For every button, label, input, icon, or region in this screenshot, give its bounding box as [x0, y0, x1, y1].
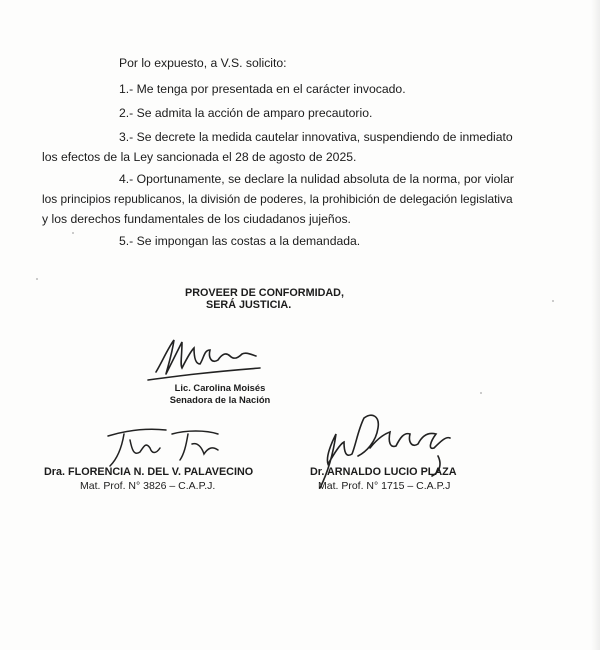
petition-item-3: 3.- Se decrete la medida cautelar innovativa, suspendiendo de inmediato: [119, 130, 513, 144]
petition-item-5: 5.- Se impongan las costas a la demandada.: [119, 234, 361, 248]
signatory-2-mat: Mat. Prof. N° 3826 – C.A.P.J.: [80, 480, 216, 492]
page-edge-shadow: [591, 0, 600, 650]
closing-line-2: SERÁ JUSTICIA.: [206, 299, 292, 311]
scan-speck: [72, 232, 74, 234]
scan-speck: [552, 300, 554, 302]
signature-moises: [138, 328, 278, 388]
signatory-3-name: Dr. ARNALDO LUCIO PLAZA: [310, 466, 457, 478]
petition-item-4: 4.- Oportunamente, se declare la nulidad absoluta de la norma, por violar: [119, 172, 514, 186]
scan-speck: [480, 392, 482, 394]
closing-line-1: PROVEER DE CONFORMIDAD,: [185, 287, 344, 299]
signatory-1-name: Lic. Carolina Moisés: [174, 382, 266, 393]
intro-text: Por lo expuesto, a V.S. solicito:: [119, 56, 287, 70]
signatory-1-title: Senadora de la Nación: [169, 394, 271, 405]
petition-item-1: 1.- Me tenga por presentada en el carácter invocado.: [119, 82, 406, 96]
signatory-3-mat: Mat. Prof. N° 1715 – C.A.P.J: [318, 480, 451, 492]
scan-speck: [36, 278, 38, 280]
petition-item-4-cont-1: los principios republicanos, la división de poderes, la prohibición de delegación legislativa: [42, 192, 513, 206]
petition-item-4-cont-2: y los derechos fundamentales de los ciudadanos jujeños.: [42, 212, 351, 226]
petition-item-2: 2.- Se admita la acción de amparo precautorio.: [119, 106, 373, 120]
signatory-2-name: Dra. FLORENCIA N. DEL V. PALAVECINO: [44, 466, 254, 478]
petition-item-3-cont: los efectos de la Ley sancionada el 28 de agosto de 2025.: [42, 150, 357, 164]
